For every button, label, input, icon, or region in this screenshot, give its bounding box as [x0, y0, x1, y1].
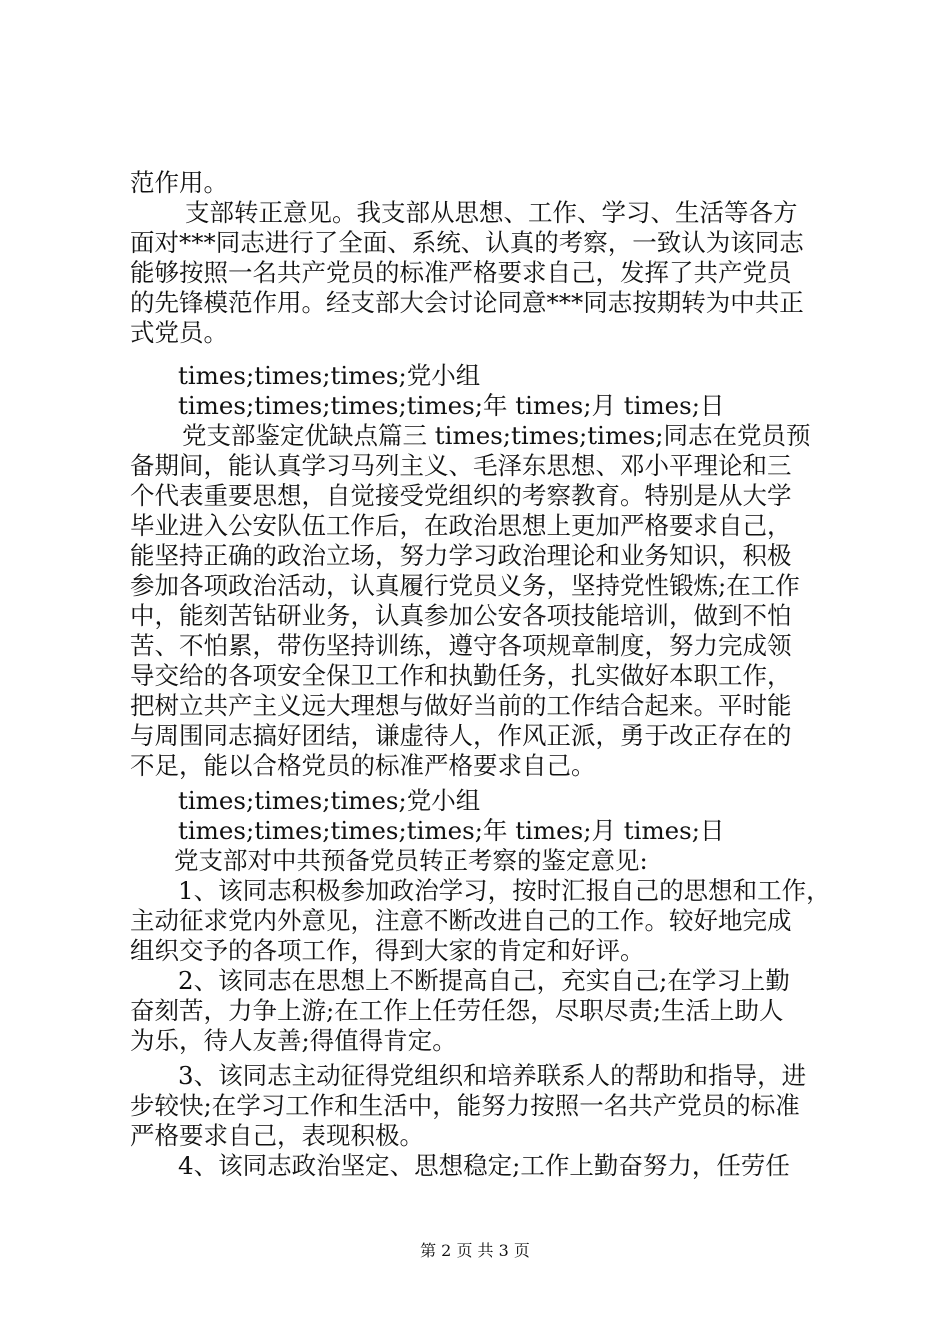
text-line: times;times;times;times;年 times;月 times;日 — [178, 816, 725, 845]
text-line: 严格要求自己，表现积极。 — [130, 1121, 424, 1150]
text-line: 4、该同志政治坚定、思想稳定;工作上勤奋努力，任劳任 — [178, 1151, 790, 1180]
text-line: times;times;times;times;年 times;月 times;日 — [178, 391, 725, 420]
text-line: times;times;times;党小组 — [178, 361, 481, 390]
text-line: 式党员。 — [130, 318, 228, 347]
text-line: 中，能刻苦钻研业务，认真参加公安各项技能培训，做到不怕 — [130, 601, 792, 630]
text-line: 导交给的各项安全保卫工作和执勤任务，扎实做好本职工作， — [130, 661, 792, 690]
text-line: 3、该同志主动征得党组织和培养联系人的帮助和指导，进 — [178, 1061, 807, 1090]
text-line: 1、该同志积极参加政治学习，按时汇报自己的思想和工作， — [178, 876, 831, 905]
page-number-footer: 第 2 页 共 3 页 — [420, 1241, 530, 1260]
text-line: 主动征求党内外意见，注意不断改进自己的工作。较好地完成 — [130, 906, 792, 935]
text-line: 能坚持正确的政治立场，努力学习政治理论和业务知识，积极 — [130, 541, 792, 570]
text-line: 支部转正意见。我支部从思想、工作、学习、生活等各方 — [185, 198, 798, 227]
text-line: 的先锋模范作用。经支部大会讨论同意***同志按期转为中共正 — [130, 288, 804, 317]
text-line: 苦、不怕累，带伤坚持训练，遵守各项规章制度，努力完成领 — [130, 631, 792, 660]
text-line: 个代表重要思想，自觉接受党组织的考察教育。特别是从大学 — [130, 481, 792, 510]
text-line: 备期间，能认真学习马列主义、毛泽东思想、邓小平理论和三 — [130, 451, 792, 480]
text-line: 不足，能以合格党员的标准严格要求自己。 — [130, 751, 596, 780]
text-line: 党支部鉴定优缺点篇三 times;times;times;同志在党员预 — [182, 421, 811, 450]
text-line: 参加各项政治活动，认真履行党员义务，坚持党性锻炼;在工作 — [130, 571, 800, 600]
text-line: times;times;times;党小组 — [178, 786, 481, 815]
text-line: 2、该同志在思想上不断提高自己，充实自己;在学习上勤 — [178, 966, 790, 995]
text-line: 毕业进入公安队伍工作后，在政治思想上更加严格要求自己， — [130, 511, 792, 540]
text-line: 与周围同志搞好团结，谦虚待人，作风正派，勇于改正存在的 — [130, 721, 792, 750]
text-line: 把树立共产主义远大理想与做好当前的工作结合起来。平时能 — [130, 691, 792, 720]
text-line: 为乐，待人友善;得值得肯定。 — [130, 1026, 457, 1055]
text-line: 能够按照一名共产党员的标准严格要求自己，发挥了共产党员 — [130, 258, 792, 287]
text-line: 组织交予的各项工作，得到大家的肯定和好评。 — [130, 936, 645, 965]
text-line: 奋刻苦，力争上游;在工作上任劳任怨，尽职尽责;生活上助人 — [130, 996, 784, 1025]
text-line: 步较快;在学习工作和生活中，能努力按照一名共产党员的标准 — [130, 1091, 800, 1120]
text-line: 面对***同志进行了全面、系统、认真的考察，一致认为该同志 — [130, 228, 804, 257]
text-line: 党支部对中共预备党员转正考察的鉴定意见: — [174, 846, 648, 875]
text-line: 范作用。 — [130, 168, 228, 197]
